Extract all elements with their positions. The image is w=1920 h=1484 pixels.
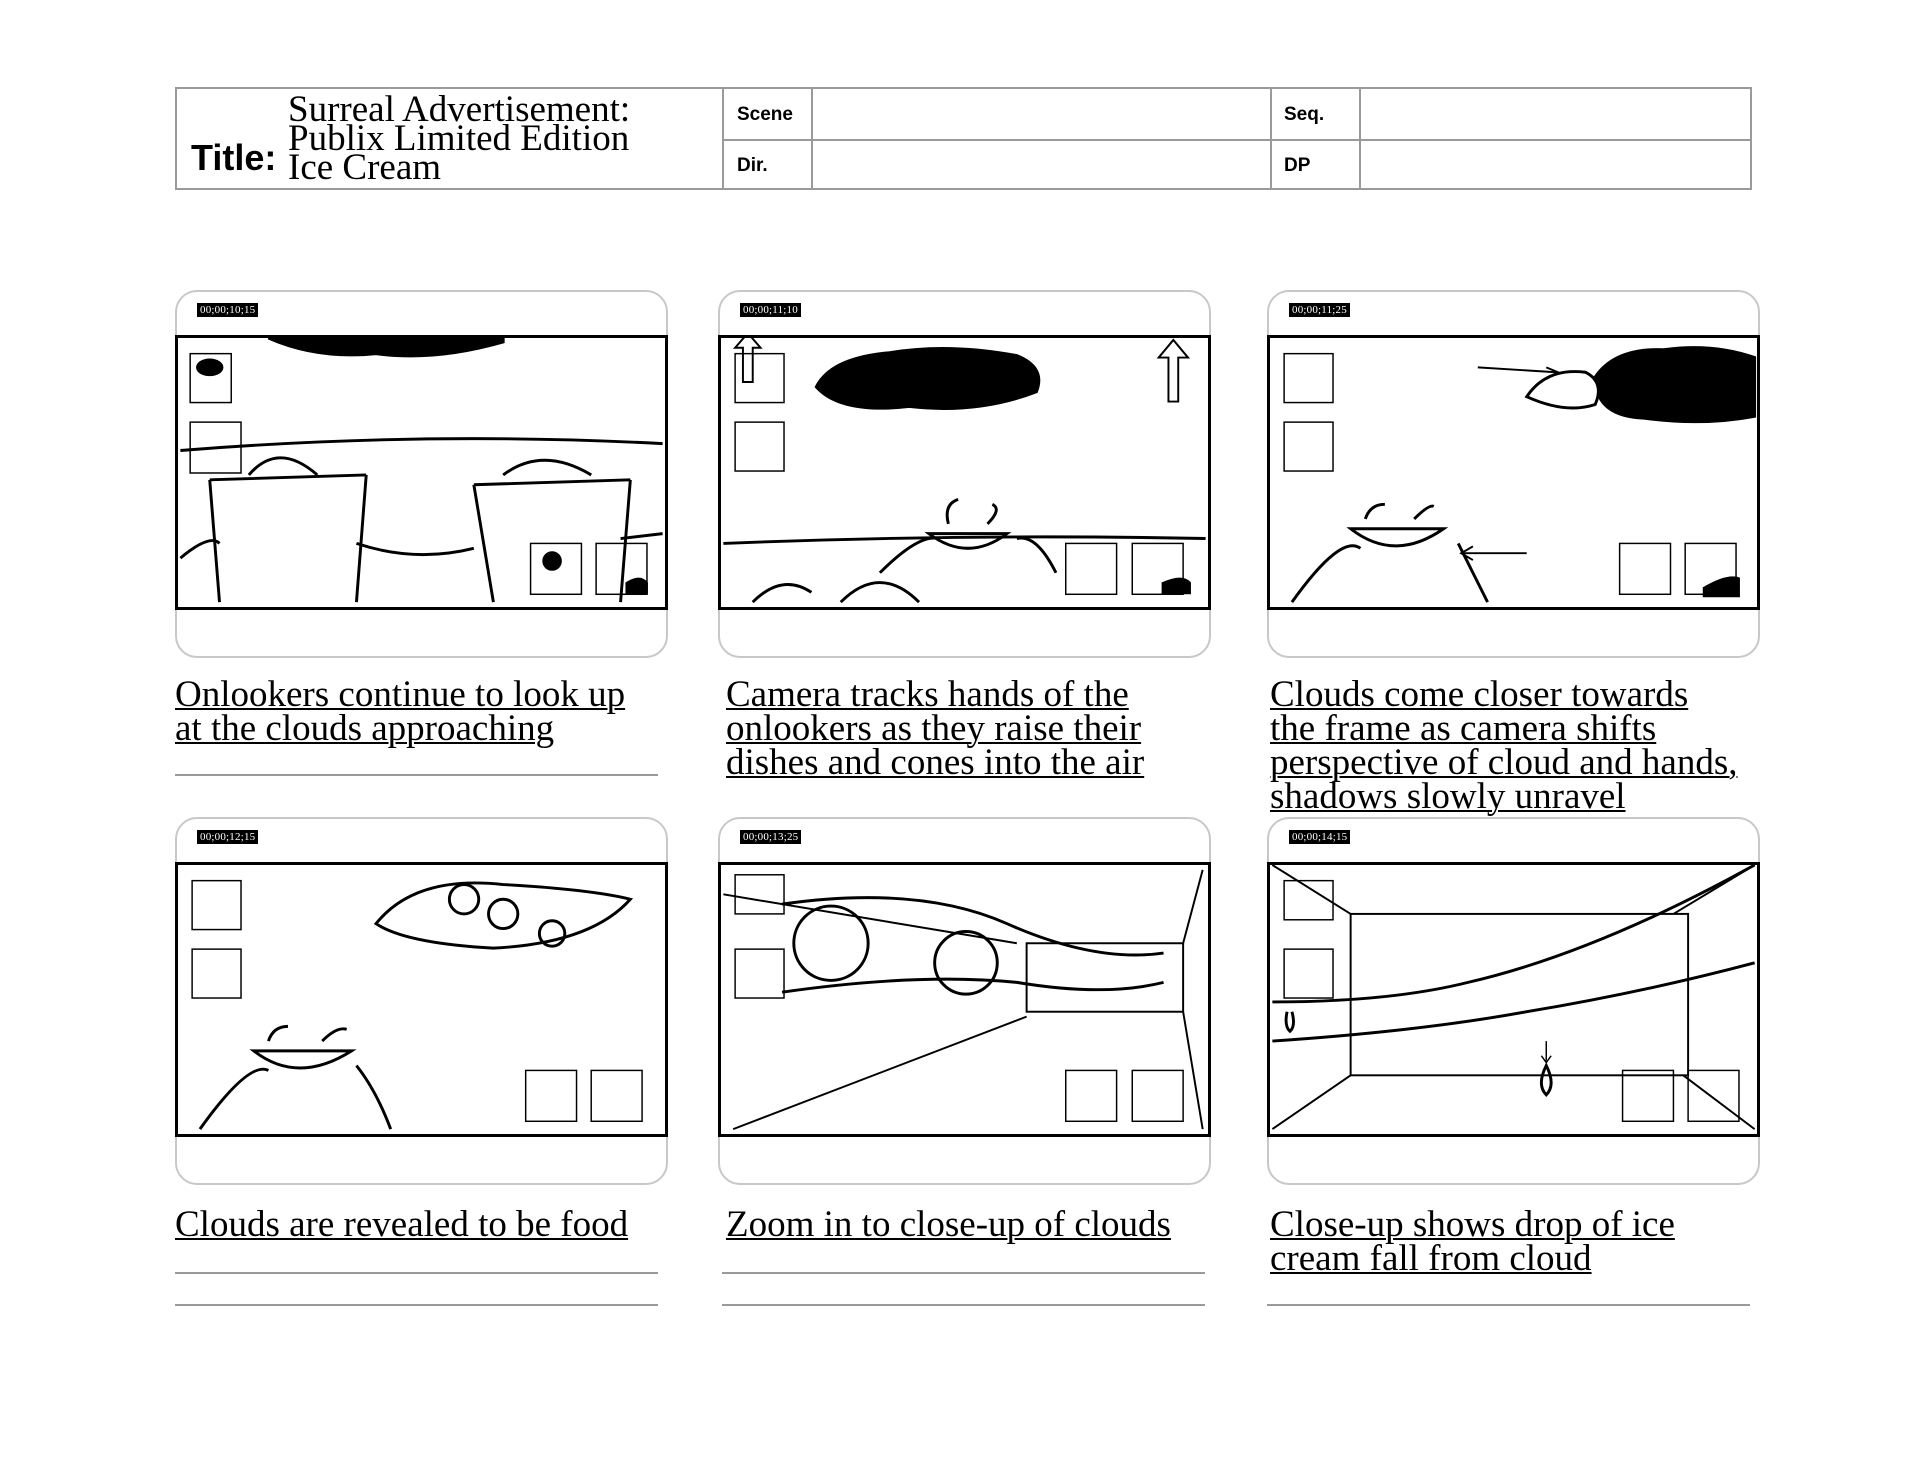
scene-label: Scene [737,104,793,125]
panel-5-caption: Zoom in to close-up of clouds [726,1204,1171,1245]
panel-1-caption: Onlookers continue to look up at the clouds approaching [175,674,626,749]
timecode: 00;00;14;15 [1289,830,1350,844]
sketch-drawing [721,865,1208,1134]
panel-6-caption: Close-up shows drop of ice cream fall from cloud [1270,1204,1675,1279]
storyboard-header [175,87,1752,190]
timecode: 00;00;11;25 [1289,303,1350,317]
caption-rule [722,1272,1205,1274]
seq-label: Seq. [1284,104,1325,125]
panel-2-caption: Camera tracks hands of the onlookers as they raise their dishes and cones into the air [726,674,1145,783]
storyboard-panel-4 [175,817,668,1185]
title-text: Surreal Advertisement: Publix Limited Edition Ice Cream [288,89,631,188]
title-label: Title: [191,137,277,178]
sketch-drawing [721,338,1208,607]
caption-rule [1267,1304,1750,1306]
storyboard-panel-1 [175,290,668,658]
sketch-drawing [1270,338,1757,607]
timecode: 00;00;12;15 [197,830,258,844]
caption-rule [722,1304,1205,1306]
storyboard-panel-2 [718,290,1211,658]
sketch-frame [1267,335,1760,610]
sketch-drawing [178,865,665,1134]
sketch-frame [718,862,1211,1137]
timecode: 00;00;13;25 [740,830,801,844]
sketch-frame [718,335,1211,610]
caption-rule [175,1272,658,1274]
sketch-drawing [178,338,665,607]
sketch-frame [1267,862,1760,1137]
sketch-drawing [1270,865,1757,1134]
storyboard-panel-5 [718,817,1211,1185]
storyboard-panel-3 [1267,290,1760,658]
timecode: 00;00;10;15 [197,303,258,317]
sketch-frame [175,862,668,1137]
title-cell [177,89,724,188]
sketch-frame [175,335,668,610]
panel-4-caption: Clouds are revealed to be food [175,1204,629,1245]
timecode: 00;00;11;10 [740,303,801,317]
panel-3-caption: Clouds come closer towards the frame as camera shifts perspective of cloud and hands, shadows slowly unravel [1270,674,1738,817]
dir-label: Dir. [737,155,768,176]
caption-rule [175,774,658,776]
caption-rule [175,1304,658,1306]
storyboard-panel-6 [1267,817,1760,1185]
dp-label: DP [1284,155,1311,176]
